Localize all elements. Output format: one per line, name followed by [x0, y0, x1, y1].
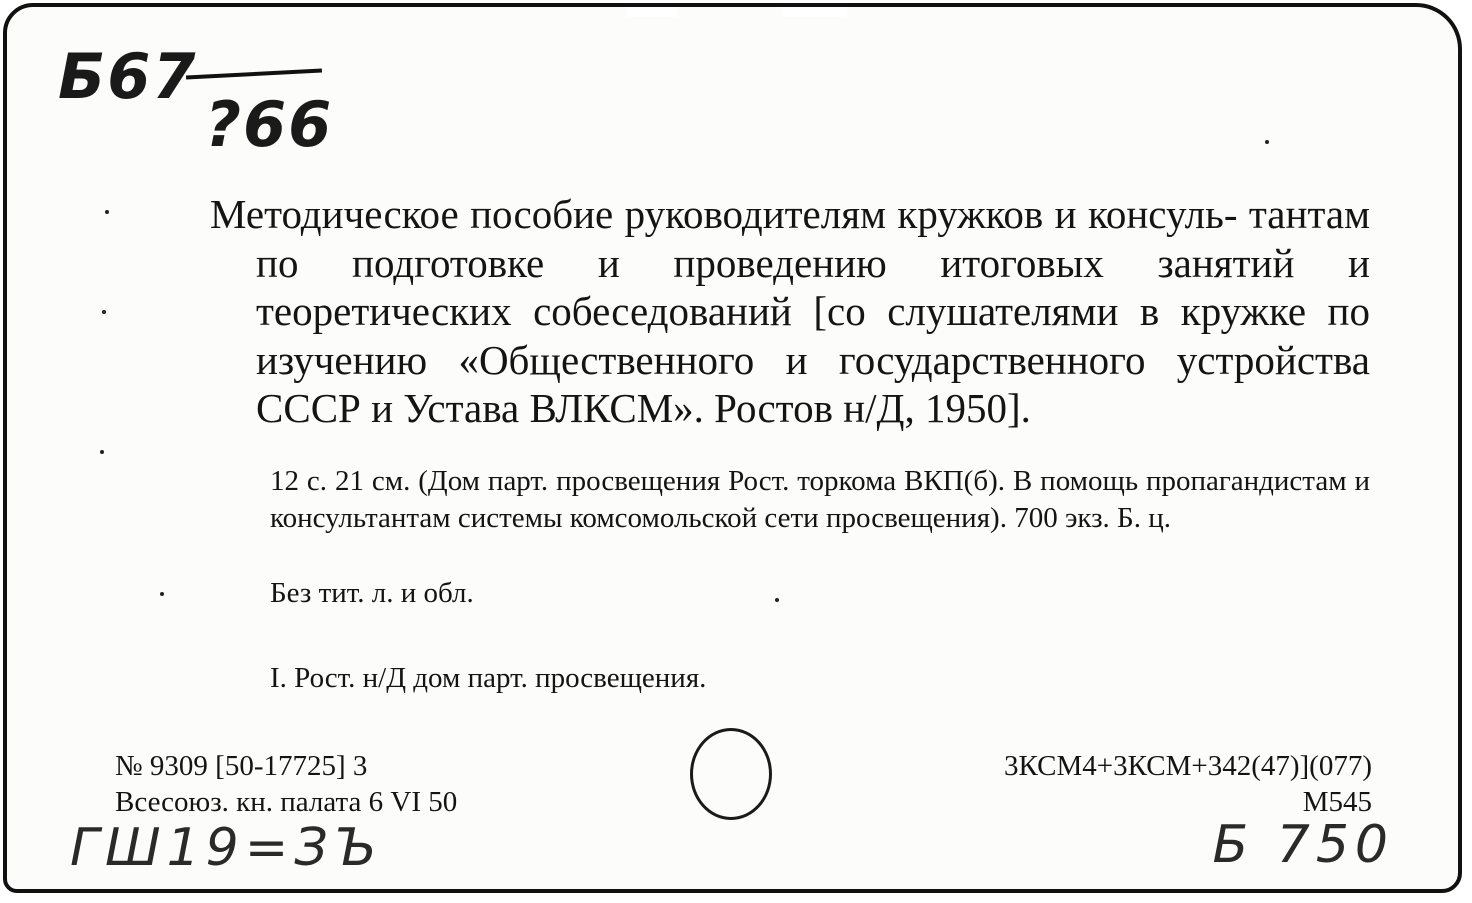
card-edge-tear	[782, 7, 847, 17]
handwritten-code-right: Б 750	[1212, 815, 1394, 875]
classification-block	[1004, 748, 1372, 820]
bibliographic-entry	[210, 190, 1370, 433]
ink-speck	[100, 450, 104, 454]
ink-speck	[160, 592, 164, 596]
classification-index: 3КСМ4+3КСМ+342(47)](077)	[1004, 750, 1372, 782]
physical-description: 12 с. 21 см. (Дом парт. просвещения Рост. торкома ВКП(б). В помощь пропагандистам и консультантам системы комсомольской сети просвещения). 700 экз. Б. ц.	[270, 465, 1370, 534]
chamber-imprint: Всесоюз. кн. палата 6 VI 50	[115, 786, 458, 818]
ink-speck	[775, 598, 779, 602]
ink-speck	[105, 210, 109, 214]
author-mark: М545	[1302, 786, 1372, 818]
record-number: № 9309 [50-17725] 3	[115, 750, 368, 782]
punch-hole	[690, 728, 772, 820]
shelf-mark-top: Б67	[58, 40, 198, 113]
card-registration	[115, 748, 457, 820]
ink-speck	[102, 310, 106, 314]
handwritten-code-left: ГШ19=ЗЪ	[70, 818, 383, 878]
ink-speck	[1265, 140, 1269, 144]
card-edge-tear	[627, 7, 677, 17]
added-entry-tracing: I. Рост. н/Д дом парт. просвещения.	[270, 662, 707, 694]
entry-title-rest: тантам по подготовке и проведению итоговых занятий и теоретических собеседований [со слушателями в кружке по изучению «Общественного и государственного устройства СССР и Устава ВЛКСМ». Ростов н/Д, 1950].	[256, 191, 1371, 431]
shelf-mark-bottom: ?66	[205, 88, 334, 161]
title-page-note: Без тит. л. и обл.	[270, 577, 474, 609]
entry-title-line: Методическое пособие руководителям кружков и консуль-	[210, 191, 1238, 237]
